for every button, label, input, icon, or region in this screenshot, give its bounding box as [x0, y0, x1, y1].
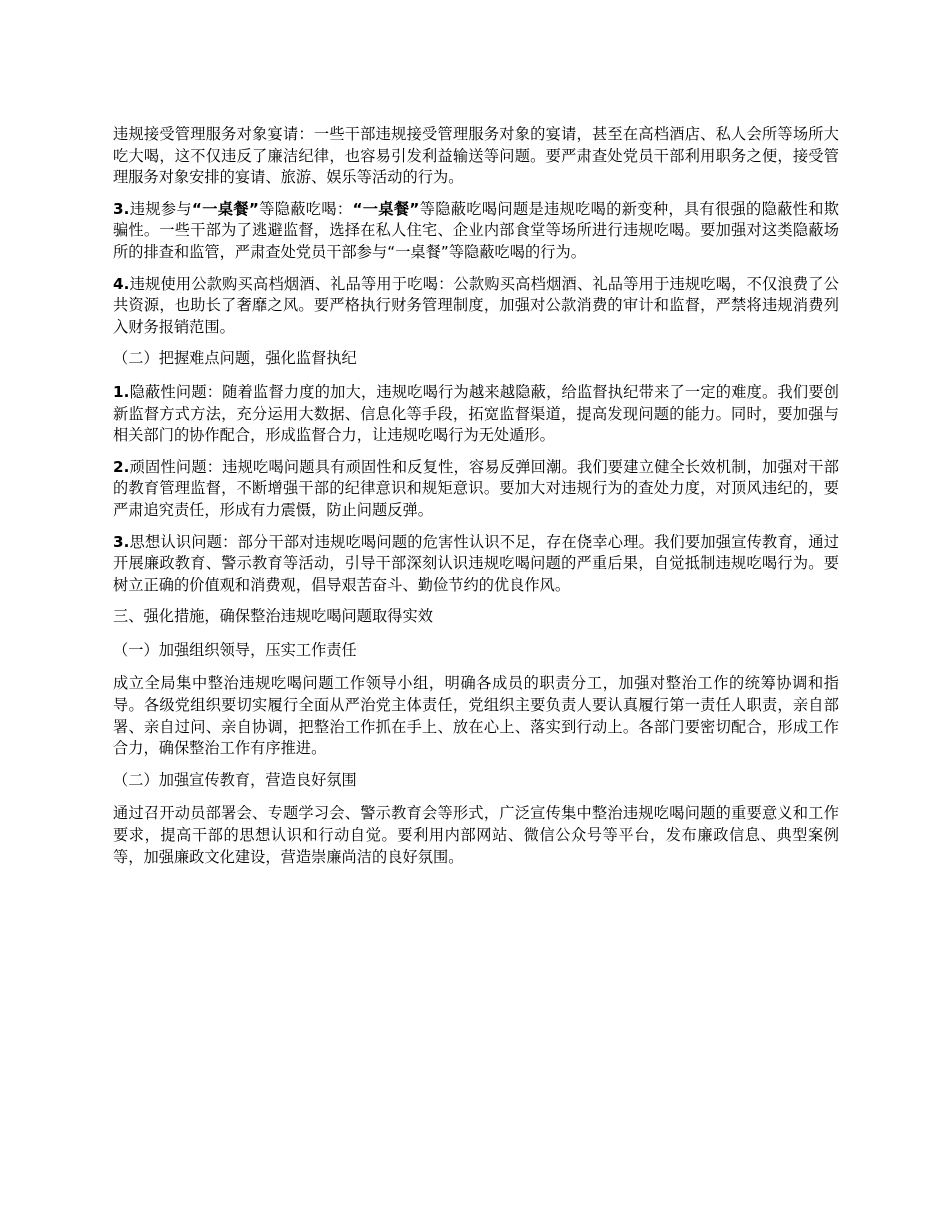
- quoted-term: “一桌餐”: [352, 199, 420, 218]
- paragraph-text: 思想认识问题：部分干部对违规吃喝问题的危害性认识不足，存在侥幸心理。我们要加强宣传教育，通过开展廉政教育、警示教育等活动，引导干部深刻认识违规吃喝问题的严重后果，自觉抵制违规吃喝行为。要树立正确的价值观和消费观，倡导艰苦奋斗、勤俭节约的优良作风。: [113, 532, 839, 594]
- paragraph-text: 违规参与: [129, 199, 192, 218]
- paragraph-leadership: [113, 673, 839, 759]
- paragraph-persistence: [113, 457, 839, 522]
- paragraph-banquet-acceptance: [113, 124, 839, 189]
- paragraph-publicity: [113, 803, 839, 868]
- item-number: 3.: [113, 532, 130, 551]
- paragraph-text: 等隐蔽吃喝问题是违规吃喝的新变种，具有很强的隐蔽性和欺骗性。一些干部为了逃避监督，选择在私人住宅、企业内部食堂等场所进行违规吃喝。要加强对这类隐蔽场所的排查和监管，严肃查处党员干部参与“一桌餐”等隐蔽吃喝的行为。: [113, 199, 839, 261]
- quoted-term: “一桌餐”: [191, 199, 259, 218]
- paragraph-text: 顽固性问题：违规吃喝问题具有顽固性和反复性，容易反弹回潮。我们要建立健全长效机制，加强对干部的教育管理监督，不断增强干部的纪律意识和规矩意识。要加大对违规行为的查处力度，对顶风违纪的，要严肃追究责任，形成有力震慑，防止问题反弹。: [113, 457, 839, 519]
- section-heading: [113, 640, 839, 662]
- document-page: [113, 124, 839, 878]
- paragraph-text: 等隐蔽吃喝：: [258, 199, 353, 218]
- section-heading: [113, 606, 839, 628]
- paragraph-text: 违规接受管理服务对象宴请：一些干部违规接受管理服务对象的宴请，甚至在高档酒店、私人会所等场所大吃大喝，这不仅违反了廉洁纪律，也容易引发利益输送等问题。要严肃查处党员干部利用职务之便，接受管理服务对象安排的宴请、旅游、娱乐等活动的行为。: [113, 125, 839, 187]
- item-number: 2.: [113, 457, 130, 476]
- paragraph-concealment: [113, 382, 839, 447]
- paragraph-text: 通过召开动员部署会、专题学习会、警示教育会等形式，广泛宣传集中整治违规吃喝问题的重要意义和工作要求，提高干部的思想认识和行动自觉。要利用内部网站、微信公众号等平台，发布廉政信息、典型案例等，加强廉政文化建设，营造崇廉尚洁的良好氛围。: [113, 804, 839, 866]
- heading-text: 三、强化措施，确保整治违规吃喝问题取得实效: [113, 607, 433, 626]
- item-number: 4.: [113, 274, 130, 293]
- heading-text: （一）加强组织领导，压实工作责任: [113, 640, 357, 659]
- paragraph-public-funds: [113, 274, 839, 339]
- paragraph-text: 违规使用公款购买高档烟酒、礼品等用于吃喝：公款购买高档烟酒、礼品等用于违规吃喝，不仅浪费了公共资源，也助长了奢靡之风。要严格执行财务管理制度，加强对公款消费的审计和监督，严禁将违规消费列入财务报销范围。: [113, 274, 839, 336]
- paragraph-awareness: [113, 532, 839, 597]
- item-number: 3.: [113, 199, 130, 218]
- section-heading: [113, 348, 839, 370]
- paragraph-text: 隐蔽性问题：随着监督力度的加大，违规吃喝行为越来越隐蔽，给监督执纪带来了一定的难度。我们要创新监督方式方法，充分运用大数据、信息化等手段，拓宽监督渠道，提高发现问题的能力。同时，要加强与相关部门的协作配合，形成监督合力，让违规吃喝行为无处遁形。: [113, 382, 839, 445]
- heading-text: （二）加强宣传教育，营造良好氛围: [113, 770, 357, 789]
- section-heading: [113, 770, 839, 792]
- heading-text: （二）把握难点问题，强化监督执纪: [113, 349, 357, 368]
- item-number: 1.: [113, 382, 130, 401]
- paragraph-hidden-dining: [113, 199, 839, 264]
- paragraph-text: 成立全局集中整治违规吃喝问题工作领导小组，明确各成员的职责分工，加强对整治工作的统筹协调和指导。各级党组织要切实履行全面从严治党主体责任，党组织主要负责人要认真履行第一责任人职责，亲自部署、亲自过问、亲自协调，把整治工作抓在手上、放在心上、落实到行动上。各部门要密切配合，形成工作合力，确保整治工作有序推进。: [113, 674, 839, 758]
